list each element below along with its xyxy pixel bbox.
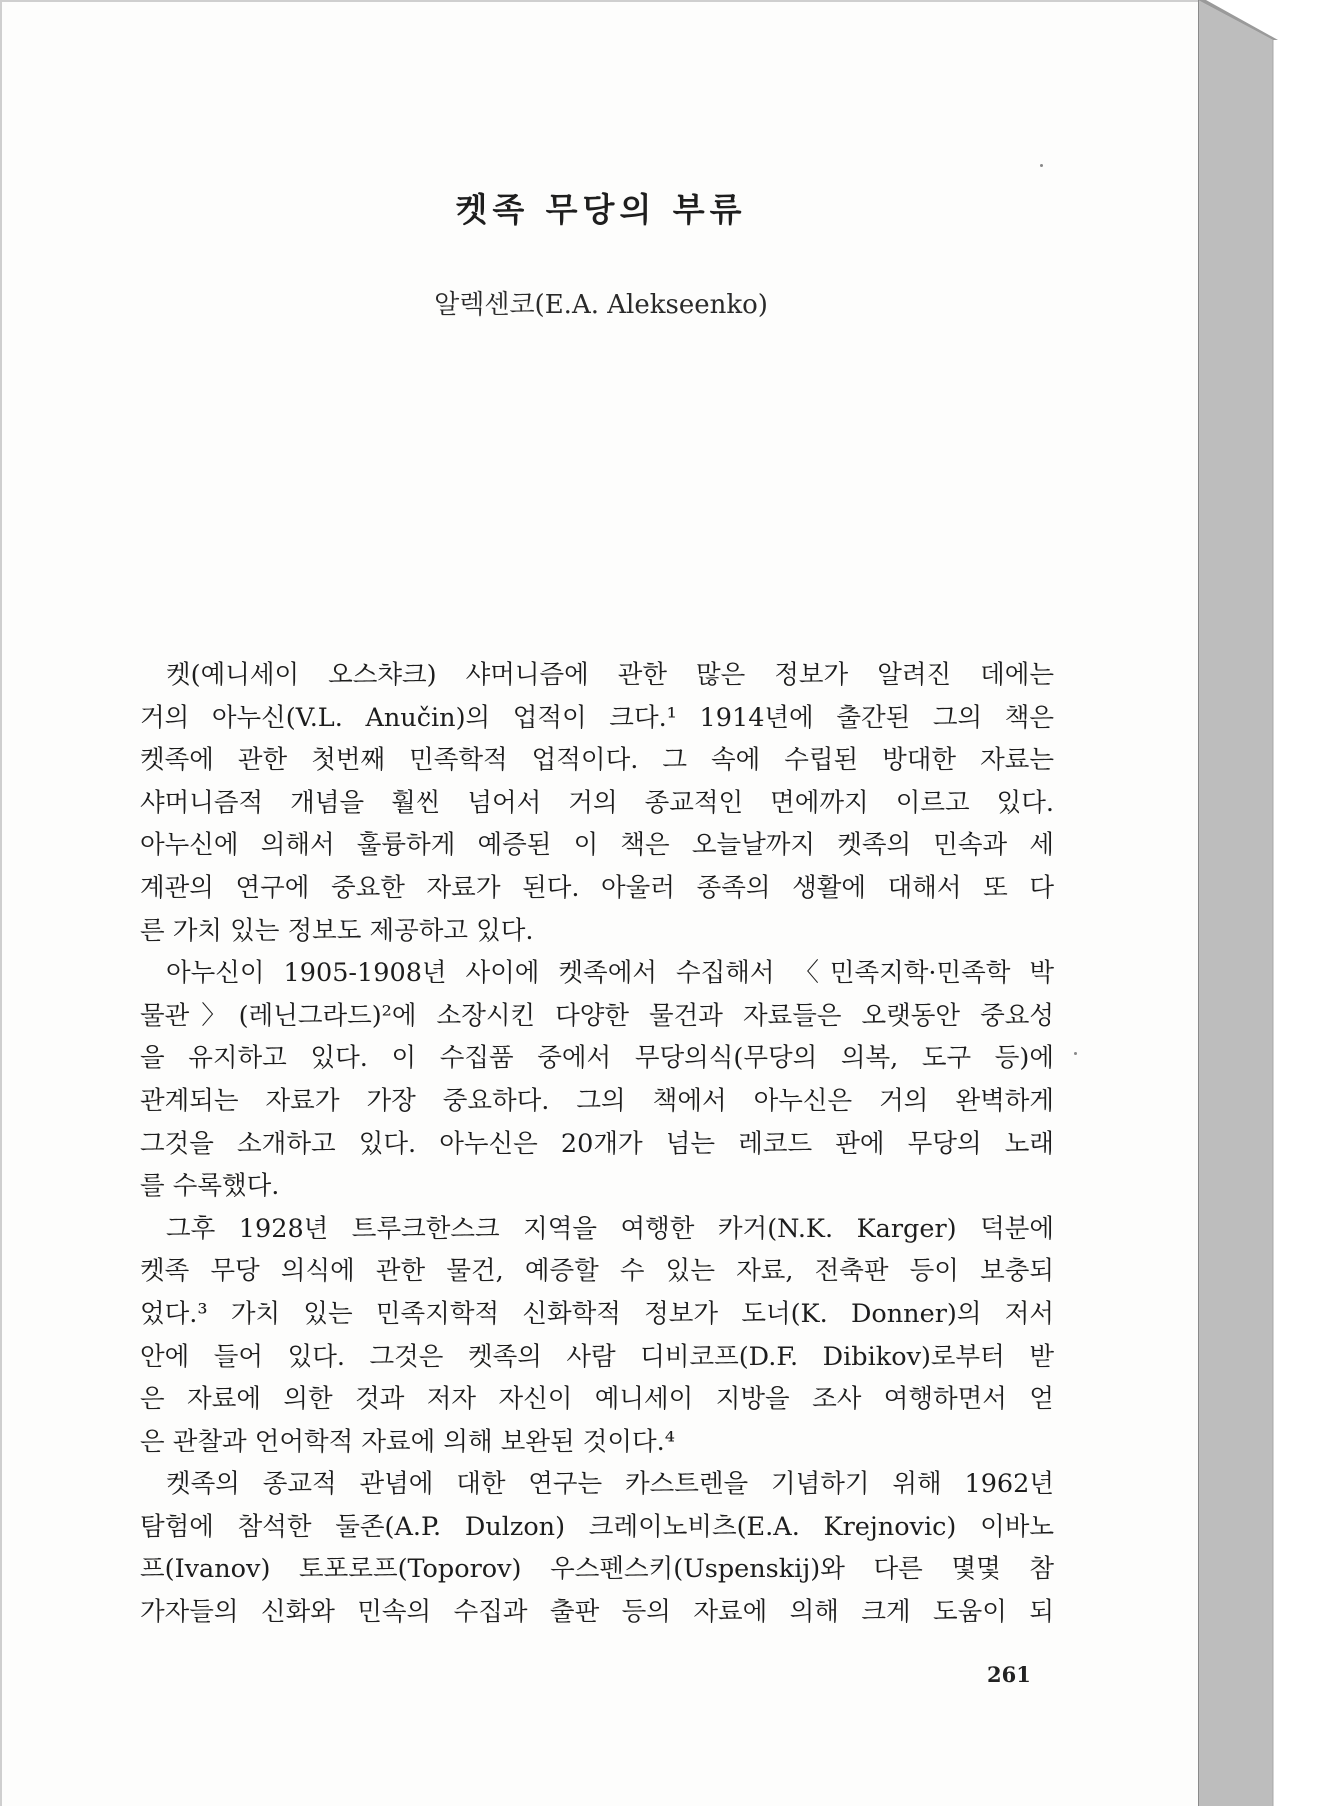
author-line: 알렉센코(E.A. Alekseenko) [434, 290, 768, 320]
text-line: 었다.³ 가치 있는 민족지학적 신화학적 정보가 도너(K. Donner)의 저서 [140, 1298, 1054, 1329]
text-line: 관계되는 자료가 가장 중요하다. 그의 책에서 아누신은 거의 완벽하게 [140, 1085, 1054, 1116]
book-edge [1198, 0, 1330, 1806]
text-line: 아누신이 1905-1908년 사이에 켓족에서 수집해서 〈민족지학·민족학 박 [166, 958, 1054, 989]
article-title: 켓족 무당의 부류 [455, 190, 747, 229]
text-line: 은 관찰과 언어학적 자료에 의해 보완된 것이다.⁴ [140, 1426, 675, 1457]
text-line: 그후 1928년 트루크한스크 지역을 여행한 카거(N.K. Karger) 덕분에 [166, 1213, 1054, 1244]
text-line: 안에 들어 있다. 그것은 켓족의 사람 디비코프(D.F. Dibikov)로부터 받 [140, 1341, 1054, 1372]
print-speck [1074, 1052, 1077, 1055]
text-line: 켓(예니세이 오스챠크) 샤머니즘에 관한 많은 정보가 알려진 데에는 [166, 660, 1054, 690]
text-line: 물관〉(레닌그라드)²에 소장시킨 다양한 물건과 자료들은 오랫동안 중요성 [140, 1000, 1054, 1031]
body-text [140, 654, 1054, 1634]
text-line: 거의 아누신(V.L. Anučin)의 업적이 크다.¹ 1914년에 출간된 그의 책은 [140, 702, 1054, 733]
text-line: 을 유지하고 있다. 이 수집품 중에서 무당의식(무당의 의복, 도구 등)에 [140, 1043, 1054, 1074]
text-line: 프(Ivanov) 토포로프(Toporov) 우스펜스키(Uspenskij)와 다른 몇몇 참 [140, 1554, 1054, 1585]
text-line: 가자들의 신화와 민속의 수집과 출판 등의 자료에 의해 크게 도움이 되 [140, 1597, 1054, 1628]
text-line: 른 가치 있는 정보도 제공하고 있다. [140, 915, 534, 946]
text-line: 켓족 무당 의식에 관한 물건, 예증할 수 있는 자료, 전축판 등이 보충되 [140, 1256, 1054, 1287]
text-line: 계관의 연구에 중요한 자료가 된다. 아울러 종족의 생활에 대해서 또 다 [140, 872, 1054, 903]
text-line: 를 수록했다. [140, 1171, 280, 1202]
print-speck [1040, 164, 1043, 167]
text-line: 그것을 소개하고 있다. 아누신은 20개가 넘는 레코드 판에 무당의 노래 [140, 1128, 1054, 1159]
page-number: 261 [987, 1662, 1031, 1687]
text-line: 켓족의 종교적 관념에 대한 연구는 카스트렌을 기념하기 위해 1962년 [166, 1469, 1054, 1500]
text-line: 켓족에 관한 첫번째 민족학적 업적이다. 그 속에 수립된 방대한 자료는 [140, 745, 1054, 776]
text-line: 은 자료에 의한 것과 저자 자신이 예니세이 지방을 조사 여행하면서 얻 [140, 1384, 1054, 1415]
text-line: 아누신에 의해서 훌륭하게 예증된 이 책은 오늘날까지 켓족의 민속과 세 [140, 830, 1054, 861]
text-line: 샤머니즘적 개념을 훨씬 넘어서 거의 종교적인 면에까지 이르고 있다. [140, 787, 1054, 818]
text-line: 탐험에 참석한 둘존(A.P. Dulzon) 크레이노비츠(E.A. Krejnovic) 이바노 [140, 1511, 1054, 1542]
